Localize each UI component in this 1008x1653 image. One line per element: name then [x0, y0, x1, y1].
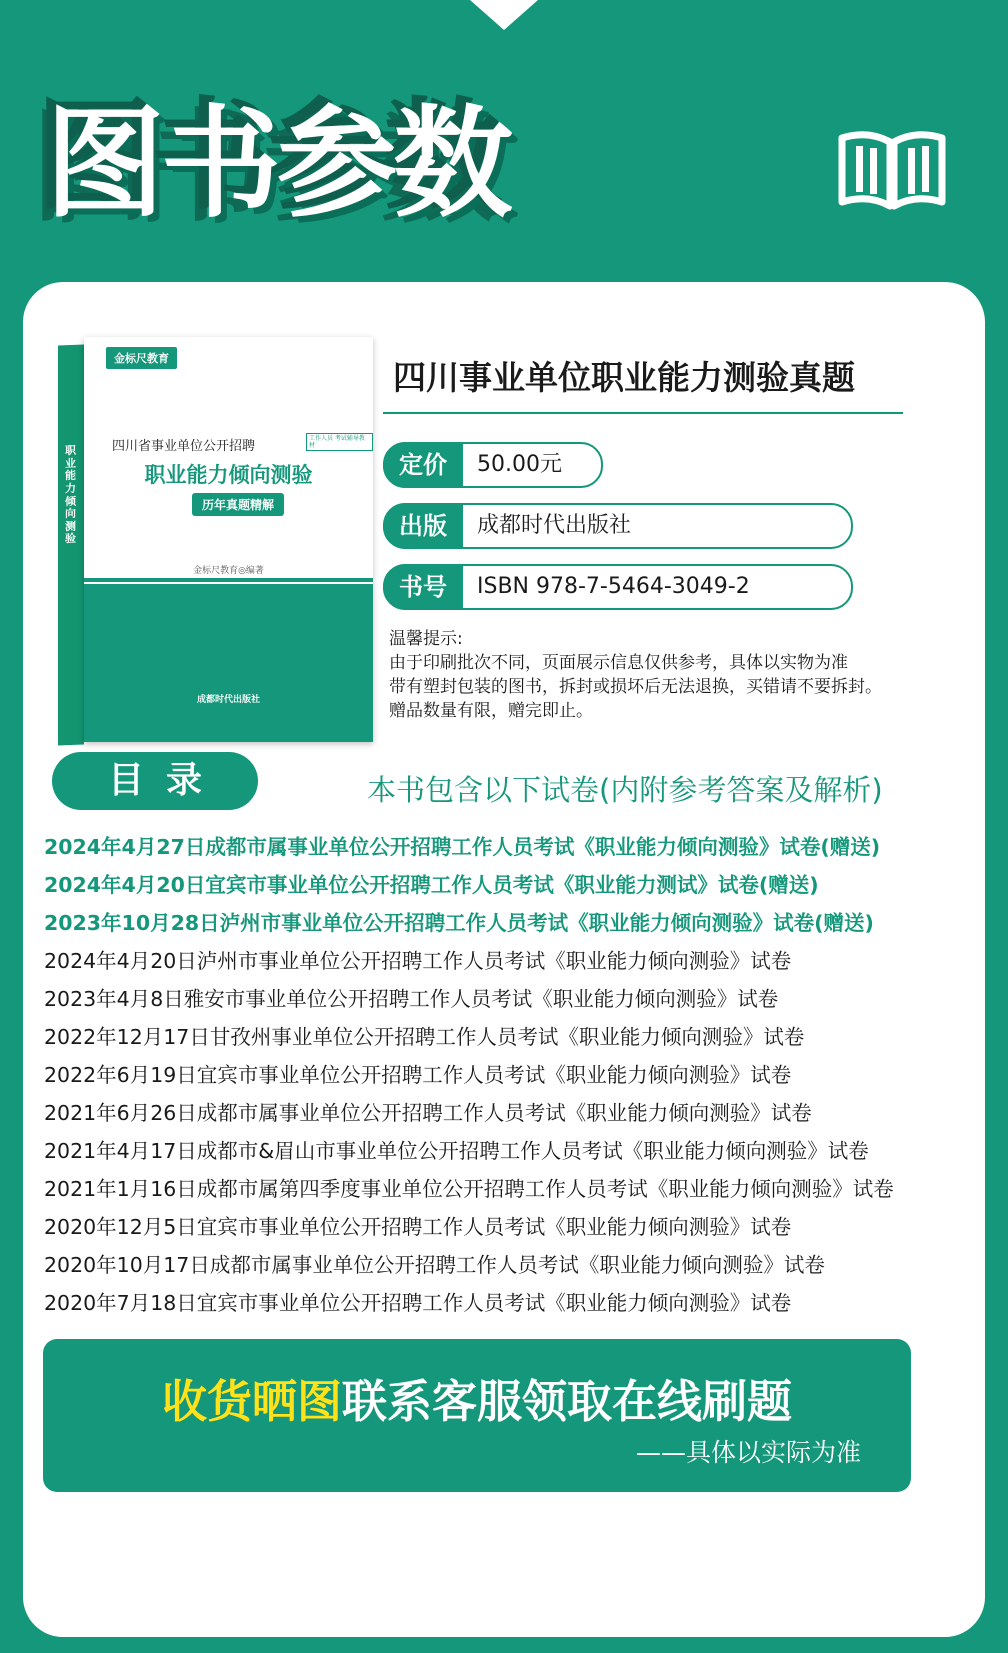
publisher-value: 成都时代出版社 — [477, 513, 632, 538]
isbn-label: 书号 — [383, 564, 463, 610]
banner-title: 图书参数 — [45, 95, 509, 234]
notice-line: 温馨提示: — [389, 629, 463, 649]
promo-rest: 联系客服领取在线刷题 — [342, 1375, 793, 1428]
cover-author: 金标尺教育◎编著 — [193, 566, 264, 576]
cover-subtitle: 历年真题精解 — [192, 493, 284, 516]
book-title: 四川事业单位职业能力测验真题 — [393, 358, 855, 397]
toc-item: 2021年1月16日成都市属第四季度事业单位公开招聘工作人员考试《职业能力倾向测验》试卷 — [44, 1177, 894, 1201]
publisher-label: 出版 — [383, 503, 463, 549]
book-cover — [58, 337, 373, 755]
cover-line1: 四川省事业单位公开招聘 — [112, 439, 256, 454]
notice — [389, 627, 882, 723]
toc-item: 2020年12月5日宜宾市事业单位公开招聘工作人员考试《职业能力倾向测验》试卷 — [44, 1215, 792, 1239]
toc-item: 2023年4月8日雅安市事业单位公开招聘工作人员考试《职业能力倾向测验》试卷 — [44, 987, 779, 1011]
spine-title: 职业能力倾向测验 — [65, 443, 76, 546]
price-pill — [383, 442, 603, 488]
price-label: 定价 — [383, 442, 463, 488]
cover-bottom-band — [84, 584, 373, 742]
toc-item: 2024年4月20日泸州市事业单位公开招聘工作人员考试《职业能力倾向测验》试卷 — [44, 949, 792, 973]
promo-banner — [43, 1339, 911, 1492]
toc-item: 2022年12月17日甘孜州事业单位公开招聘工作人员考试《职业能力倾向测验》试卷 — [44, 1025, 805, 1049]
promo-note: ——具体以实际为准 — [635, 1438, 861, 1467]
toc-item: 2023年10月28日泸州市事业单位公开招聘工作人员考试《职业能力倾向测验》试卷(赠送) — [44, 911, 874, 935]
toc-item: 2020年7月18日宜宾市事业单位公开招聘工作人员考试《职业能力倾向测验》试卷 — [44, 1291, 792, 1315]
toc-badge: 目录 — [52, 752, 258, 810]
cover-tag: 工作人员 考试辅导教材 — [306, 433, 373, 451]
title-divider — [383, 412, 903, 414]
toc-item: 2021年6月26日成都市属事业单位公开招聘工作人员考试《职业能力倾向测验》试卷 — [44, 1101, 812, 1125]
notice-line: 带有塑封包装的图书，拆封或损坏后无法退换，买错请不要拆封。 — [389, 677, 882, 697]
banner — [0, 0, 1008, 275]
publisher-pill — [383, 503, 853, 549]
notice-line: 由于印刷批次不同，页面展示信息仅供参考，具体以实物为准 — [389, 653, 848, 673]
info-card — [23, 282, 985, 1637]
cover-publisher: 成都时代出版社 — [196, 695, 260, 705]
book-spine — [58, 345, 84, 746]
notice-line: 赠品数量有限，赠完即止。 — [389, 701, 593, 721]
promo-text — [43, 1365, 911, 1430]
isbn-pill — [383, 564, 853, 610]
cover-divider — [84, 578, 373, 582]
promo-highlight: 收货晒图 — [161, 1375, 342, 1428]
open-book-icon — [838, 128, 946, 210]
cover-main-title: 职业能力倾向测验 — [144, 462, 313, 487]
toc-item: 2024年4月27日成都市属事业单位公开招聘工作人员考试《职业能力倾向测验》试卷(赠送) — [44, 835, 881, 859]
toc-item: 2024年4月20日宜宾市事业单位公开招聘工作人员考试《职业能力测试》试卷(赠送) — [44, 873, 819, 897]
toc-item: 2021年4月17日成都市&眉山市事业单位公开招聘工作人员考试《职业能力倾向测验》试卷 — [44, 1139, 869, 1163]
cover-front — [84, 337, 373, 742]
toc-item: 2020年10月17日成都市属事业单位公开招聘工作人员考试《职业能力倾向测验》试卷 — [44, 1253, 825, 1277]
toc-item: 2022年6月19日宜宾市事业单位公开招聘工作人员考试《职业能力倾向测验》试卷 — [44, 1063, 792, 1087]
isbn-value: ISBN 978-7-5464-3049-2 — [477, 574, 750, 599]
cover-logo: 金标尺教育 — [106, 347, 177, 369]
toc-heading: 本书包含以下试卷(内附参考答案及解析) — [367, 773, 883, 807]
toc-list — [44, 828, 894, 1322]
price-value: 50.00元 — [477, 452, 562, 477]
